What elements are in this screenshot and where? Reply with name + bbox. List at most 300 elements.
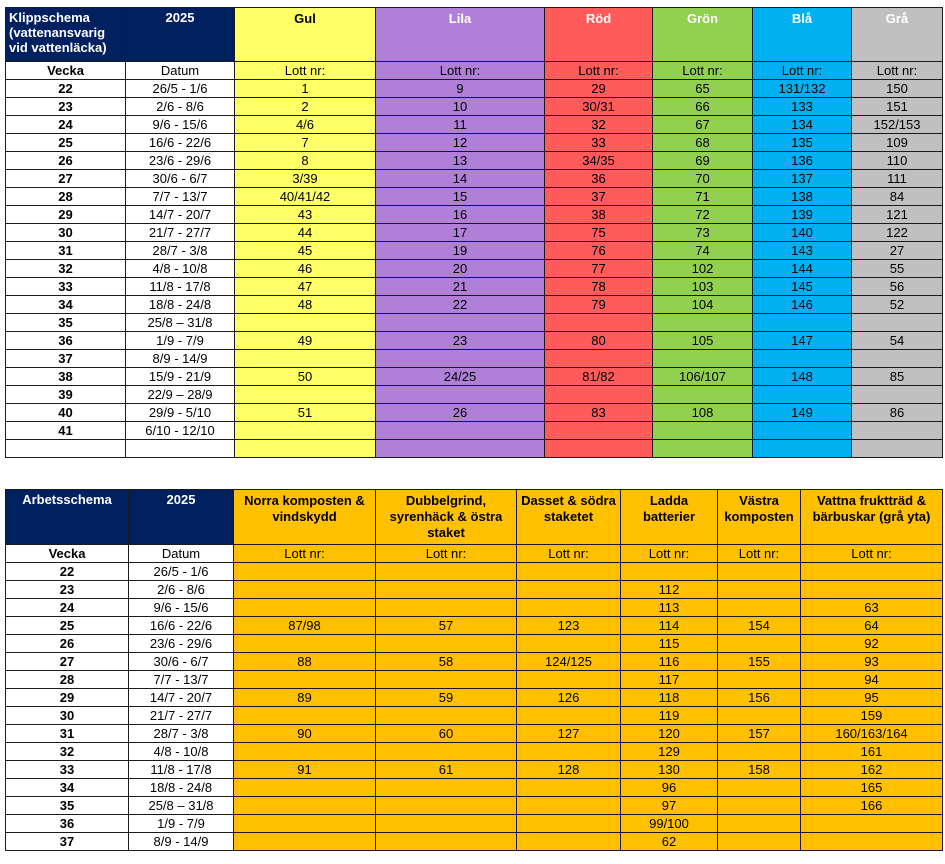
lott-cell-rod: 30/31	[545, 98, 653, 116]
datum-cell: 2/6 - 8/6	[129, 581, 234, 599]
lott-cell-rod	[545, 440, 653, 458]
lott-cell-bla: 134	[753, 116, 852, 134]
lott-cell-vattna-frukttrad: 160/163/164	[801, 725, 943, 743]
lott-cell-gra	[852, 422, 943, 440]
lott-cell-gul: 4/6	[235, 116, 376, 134]
klipp-datum-label: Datum	[126, 62, 235, 80]
lott-cell-dubbelgrind	[376, 581, 517, 599]
datum-cell: 9/6 - 15/6	[129, 599, 234, 617]
arbete-lott-label: Lott nr:	[376, 545, 517, 563]
lott-cell-norra-komposten: 87/98	[234, 617, 376, 635]
lott-cell-dubbelgrind	[376, 635, 517, 653]
datum-cell: 26/5 - 1/6	[129, 563, 234, 581]
vecka-cell: 31	[6, 725, 129, 743]
klipp-table-row	[6, 350, 943, 368]
klipp-table-row	[6, 116, 943, 134]
lott-cell-lila: 9	[376, 80, 545, 98]
lott-cell-gra: 151	[852, 98, 943, 116]
lott-cell-gul	[235, 386, 376, 404]
lott-cell-gron: 108	[653, 404, 753, 422]
lott-cell-rod	[545, 350, 653, 368]
lott-cell-dasset: 124/125	[517, 653, 621, 671]
vecka-cell: 41	[6, 422, 126, 440]
lott-cell-lila: 22	[376, 296, 545, 314]
klipp-table-row	[6, 260, 943, 278]
lott-cell-bla	[753, 422, 852, 440]
lott-cell-gron: 105	[653, 332, 753, 350]
lott-cell-gra	[852, 386, 943, 404]
arbete-table-row	[6, 743, 943, 761]
arbete-table-row	[6, 635, 943, 653]
vecka-cell: 23	[6, 581, 129, 599]
arbete-table-row	[6, 599, 943, 617]
datum-cell: 2/6 - 8/6	[126, 98, 235, 116]
arbete-column-vattna-frukttrad: Vattna fruktträd & bärbuskar (grå yta)	[801, 490, 943, 545]
lott-cell-lila: 11	[376, 116, 545, 134]
lott-cell-lila	[376, 350, 545, 368]
lott-cell-dasset	[517, 743, 621, 761]
datum-cell: 16/6 - 22/6	[129, 617, 234, 635]
lott-cell-gron	[653, 386, 753, 404]
lott-cell-gra: 150	[852, 80, 943, 98]
vecka-cell: 26	[6, 635, 129, 653]
lott-cell-dasset	[517, 581, 621, 599]
lott-cell-dubbelgrind	[376, 833, 517, 851]
lott-cell-bla	[753, 386, 852, 404]
lott-cell-ladda-batterier: 97	[621, 797, 718, 815]
vecka-cell: 32	[6, 260, 126, 278]
lott-cell-bla: 140	[753, 224, 852, 242]
klipp-table-row	[6, 134, 943, 152]
lott-cell-dasset: 123	[517, 617, 621, 635]
klipp-column-bla: Blå	[753, 8, 852, 62]
vecka-cell: 27	[6, 170, 126, 188]
arbete-table-row	[6, 581, 943, 599]
datum-cell: 23/6 - 29/6	[129, 635, 234, 653]
lott-cell-vastra-komposten: 155	[718, 653, 801, 671]
datum-cell: 8/9 - 14/9	[126, 350, 235, 368]
lott-cell-bla: 138	[753, 188, 852, 206]
lott-cell-vastra-komposten: 154	[718, 617, 801, 635]
lott-cell-gron	[653, 350, 753, 368]
lott-cell-gron: 106/107	[653, 368, 753, 386]
lott-cell-vattna-frukttrad: 159	[801, 707, 943, 725]
arbete-column-ladda-batterier: Ladda batterier	[621, 490, 718, 545]
arbete-table-row	[6, 797, 943, 815]
lott-cell-rod: 77	[545, 260, 653, 278]
lott-cell-lila: 24/25	[376, 368, 545, 386]
arbete-lott-label: Lott nr:	[801, 545, 943, 563]
lott-cell-ladda-batterier: 119	[621, 707, 718, 725]
lott-cell-norra-komposten	[234, 815, 376, 833]
arbete-table-row	[6, 563, 943, 581]
lott-cell-vastra-komposten	[718, 797, 801, 815]
lott-cell-gron: 102	[653, 260, 753, 278]
arbete-datum-label: Datum	[129, 545, 234, 563]
vecka-cell: 22	[6, 80, 126, 98]
lott-cell-gron: 66	[653, 98, 753, 116]
lott-cell-gra: 121	[852, 206, 943, 224]
arbete-lott-label: Lott nr:	[517, 545, 621, 563]
arbete-column-norra-komposten: Norra komposten & vindskydd	[234, 490, 376, 545]
arbete-table-row	[6, 671, 943, 689]
datum-cell: 25/8 – 31/8	[129, 797, 234, 815]
arbete-column-dasset: Dasset & södra staketet	[517, 490, 621, 545]
klipp-vecka-label: Vecka	[6, 62, 126, 80]
vecka-cell: 35	[6, 314, 126, 332]
vecka-cell: 29	[6, 689, 129, 707]
arbete-table-row	[6, 707, 943, 725]
lott-cell-gron: 72	[653, 206, 753, 224]
lott-cell-vastra-komposten	[718, 779, 801, 797]
lott-cell-vattna-frukttrad: 93	[801, 653, 943, 671]
lott-cell-gron: 74	[653, 242, 753, 260]
vecka-cell: 32	[6, 743, 129, 761]
lott-cell-rod: 33	[545, 134, 653, 152]
lott-cell-bla: 139	[753, 206, 852, 224]
arbete-table-row	[6, 761, 943, 779]
lott-cell-bla: 147	[753, 332, 852, 350]
lott-cell-dubbelgrind	[376, 563, 517, 581]
lott-cell-ladda-batterier: 116	[621, 653, 718, 671]
lott-cell-dasset: 128	[517, 761, 621, 779]
vecka-cell: 29	[6, 206, 126, 224]
vecka-cell: 36	[6, 332, 126, 350]
lott-cell-ladda-batterier	[621, 563, 718, 581]
lott-cell-norra-komposten	[234, 599, 376, 617]
lott-cell-vastra-komposten	[718, 833, 801, 851]
lott-cell-lila: 26	[376, 404, 545, 422]
lott-cell-vattna-frukttrad	[801, 581, 943, 599]
lott-cell-dasset	[517, 635, 621, 653]
datum-cell: 28/7 - 3/8	[126, 242, 235, 260]
lott-cell-dasset	[517, 707, 621, 725]
lott-cell-rod: 79	[545, 296, 653, 314]
klipp-table-row	[6, 80, 943, 98]
lott-cell-bla: 148	[753, 368, 852, 386]
lott-cell-ladda-batterier: 112	[621, 581, 718, 599]
klipp-table-row	[6, 386, 943, 404]
klipp-column-gra: Grå	[852, 8, 943, 62]
lott-cell-rod: 36	[545, 170, 653, 188]
lott-cell-vastra-komposten	[718, 563, 801, 581]
lott-cell-gron: 71	[653, 188, 753, 206]
klipp-lott-label: Lott nr:	[235, 62, 376, 80]
arbete-subheader-row	[6, 545, 943, 563]
lott-cell-gul: 8	[235, 152, 376, 170]
klipp-header-row	[6, 8, 943, 62]
lott-cell-gron: 70	[653, 170, 753, 188]
lott-cell-vastra-komposten	[718, 815, 801, 833]
lott-cell-dasset	[517, 797, 621, 815]
lott-cell-norra-komposten: 90	[234, 725, 376, 743]
lott-cell-gul: 49	[235, 332, 376, 350]
arbete-lott-label: Lott nr:	[234, 545, 376, 563]
datum-cell: 1/9 - 7/9	[126, 332, 235, 350]
lott-cell-lila	[376, 440, 545, 458]
klipp-table-row	[6, 152, 943, 170]
datum-cell: 4/8 - 10/8	[126, 260, 235, 278]
datum-cell: 28/7 - 3/8	[129, 725, 234, 743]
arbete-table-row	[6, 833, 943, 851]
lott-cell-vastra-komposten	[718, 581, 801, 599]
klipp-lott-label: Lott nr:	[852, 62, 943, 80]
arbete-year: 2025	[129, 490, 234, 545]
arbete-lott-label: Lott nr:	[718, 545, 801, 563]
vecka-cell: 34	[6, 296, 126, 314]
lott-cell-gul: 2	[235, 98, 376, 116]
klipp-table-row	[6, 242, 943, 260]
vecka-cell: 39	[6, 386, 126, 404]
lott-cell-gul	[235, 440, 376, 458]
datum-cell: 21/7 - 27/7	[129, 707, 234, 725]
datum-cell: 23/6 - 29/6	[126, 152, 235, 170]
arbete-column-vastra-komposten: Västra komposten	[718, 490, 801, 545]
arbete-table-row	[6, 815, 943, 833]
lott-cell-gul: 46	[235, 260, 376, 278]
lott-cell-dubbelgrind: 58	[376, 653, 517, 671]
lott-cell-lila: 15	[376, 188, 545, 206]
arbete-table-row	[6, 617, 943, 635]
lott-cell-lila: 12	[376, 134, 545, 152]
lott-cell-vattna-frukttrad: 63	[801, 599, 943, 617]
klipp-table-row	[6, 404, 943, 422]
lott-cell-dubbelgrind	[376, 815, 517, 833]
lott-cell-ladda-batterier: 130	[621, 761, 718, 779]
lott-cell-gra: 84	[852, 188, 943, 206]
vecka-cell: 22	[6, 563, 129, 581]
lott-cell-gra: 111	[852, 170, 943, 188]
vecka-cell: 36	[6, 815, 129, 833]
klipp-table-row	[6, 188, 943, 206]
klipp-lott-label: Lott nr:	[753, 62, 852, 80]
datum-cell: 29/9 - 5/10	[126, 404, 235, 422]
lott-cell-vattna-frukttrad: 94	[801, 671, 943, 689]
lott-cell-lila: 23	[376, 332, 545, 350]
lott-cell-dubbelgrind	[376, 743, 517, 761]
lott-cell-vastra-komposten: 158	[718, 761, 801, 779]
lott-cell-gron	[653, 422, 753, 440]
vecka-cell: 24	[6, 599, 129, 617]
vecka-cell: 25	[6, 134, 126, 152]
lott-cell-gul: 44	[235, 224, 376, 242]
lott-cell-gul: 43	[235, 206, 376, 224]
lott-cell-rod: 37	[545, 188, 653, 206]
lott-cell-ladda-batterier: 99/100	[621, 815, 718, 833]
lott-cell-gra	[852, 314, 943, 332]
lott-cell-gron: 65	[653, 80, 753, 98]
arbete-table-row	[6, 689, 943, 707]
lott-cell-ladda-batterier: 114	[621, 617, 718, 635]
klipp-table-row	[6, 332, 943, 350]
klipp-table-row	[6, 170, 943, 188]
lott-cell-norra-komposten	[234, 635, 376, 653]
lott-cell-vattna-frukttrad: 64	[801, 617, 943, 635]
lott-cell-ladda-batterier: 118	[621, 689, 718, 707]
vecka-cell: 35	[6, 797, 129, 815]
lott-cell-vattna-frukttrad: 166	[801, 797, 943, 815]
klipp-table-row	[6, 314, 943, 332]
lott-cell-gra: 27	[852, 242, 943, 260]
vecka-cell: 31	[6, 242, 126, 260]
lott-cell-vastra-komposten	[718, 599, 801, 617]
lott-cell-rod: 38	[545, 206, 653, 224]
lott-cell-lila: 14	[376, 170, 545, 188]
lott-cell-vattna-frukttrad: 162	[801, 761, 943, 779]
lott-cell-bla: 131/132	[753, 80, 852, 98]
lott-cell-lila	[376, 386, 545, 404]
lott-cell-gra: 55	[852, 260, 943, 278]
lott-cell-dubbelgrind	[376, 779, 517, 797]
datum-cell: 16/6 - 22/6	[126, 134, 235, 152]
datum-cell: 18/8 - 24/8	[126, 296, 235, 314]
lott-cell-gul	[235, 422, 376, 440]
lott-cell-vattna-frukttrad	[801, 563, 943, 581]
lott-cell-gra: 122	[852, 224, 943, 242]
lott-cell-norra-komposten	[234, 743, 376, 761]
lott-cell-ladda-batterier: 62	[621, 833, 718, 851]
lott-cell-vastra-komposten: 156	[718, 689, 801, 707]
lott-cell-vattna-frukttrad: 95	[801, 689, 943, 707]
datum-cell	[126, 440, 235, 458]
datum-cell: 9/6 - 15/6	[126, 116, 235, 134]
lott-cell-gra: 110	[852, 152, 943, 170]
klipp-table-row	[6, 98, 943, 116]
lott-cell-ladda-batterier: 96	[621, 779, 718, 797]
lott-cell-norra-komposten	[234, 563, 376, 581]
lott-cell-gron	[653, 314, 753, 332]
lott-cell-bla	[753, 440, 852, 458]
lott-cell-rod: 29	[545, 80, 653, 98]
klipp-table-row	[6, 224, 943, 242]
lott-cell-gra: 86	[852, 404, 943, 422]
lott-cell-gron: 69	[653, 152, 753, 170]
datum-cell: 25/8 – 31/8	[126, 314, 235, 332]
lott-cell-bla	[753, 350, 852, 368]
datum-cell: 4/8 - 10/8	[129, 743, 234, 761]
arbete-table-row	[6, 779, 943, 797]
vecka-cell: 30	[6, 707, 129, 725]
lott-cell-norra-komposten	[234, 671, 376, 689]
lott-cell-gra: 54	[852, 332, 943, 350]
lott-cell-vattna-frukttrad: 165	[801, 779, 943, 797]
lott-cell-lila: 21	[376, 278, 545, 296]
arbete-title: Arbetsschema	[6, 490, 129, 545]
lott-cell-gul: 40/41/42	[235, 188, 376, 206]
datum-cell: 21/7 - 27/7	[126, 224, 235, 242]
vecka-cell: 28	[6, 188, 126, 206]
lott-cell-norra-komposten	[234, 797, 376, 815]
lott-cell-bla: 149	[753, 404, 852, 422]
lott-cell-dasset	[517, 671, 621, 689]
klipp-column-lila: Lila	[376, 8, 545, 62]
lott-cell-rod: 76	[545, 242, 653, 260]
lott-cell-vattna-frukttrad: 92	[801, 635, 943, 653]
lott-cell-dubbelgrind: 59	[376, 689, 517, 707]
lott-cell-gron: 67	[653, 116, 753, 134]
lott-cell-vattna-frukttrad: 161	[801, 743, 943, 761]
lott-cell-rod	[545, 386, 653, 404]
lott-cell-lila: 17	[376, 224, 545, 242]
lott-cell-dubbelgrind	[376, 797, 517, 815]
lott-cell-vastra-komposten: 157	[718, 725, 801, 743]
datum-cell: 7/7 - 13/7	[129, 671, 234, 689]
lott-cell-gra: 109	[852, 134, 943, 152]
lott-cell-rod: 81/82	[545, 368, 653, 386]
klipp-table-row	[6, 368, 943, 386]
lott-cell-norra-komposten: 88	[234, 653, 376, 671]
lott-cell-lila: 16	[376, 206, 545, 224]
lott-cell-gul: 50	[235, 368, 376, 386]
lott-cell-norra-komposten: 91	[234, 761, 376, 779]
vecka-cell: 38	[6, 368, 126, 386]
klipp-column-rod: Röd	[545, 8, 653, 62]
lott-cell-gra: 152/153	[852, 116, 943, 134]
lott-cell-norra-komposten	[234, 707, 376, 725]
vecka-cell: 23	[6, 98, 126, 116]
lott-cell-bla	[753, 314, 852, 332]
arbetsschema-table	[5, 489, 943, 851]
lott-cell-dasset	[517, 833, 621, 851]
lott-cell-gra	[852, 350, 943, 368]
lott-cell-gul: 7	[235, 134, 376, 152]
vecka-cell: 33	[6, 278, 126, 296]
arbete-vecka-label: Vecka	[6, 545, 129, 563]
lott-cell-rod: 83	[545, 404, 653, 422]
klipp-subheader-row	[6, 62, 943, 80]
lott-cell-ladda-batterier: 120	[621, 725, 718, 743]
lott-cell-dasset	[517, 563, 621, 581]
vecka-cell: 34	[6, 779, 129, 797]
lott-cell-gul: 45	[235, 242, 376, 260]
lott-cell-rod: 32	[545, 116, 653, 134]
lott-cell-vastra-komposten	[718, 743, 801, 761]
lott-cell-lila: 20	[376, 260, 545, 278]
lott-cell-dubbelgrind: 61	[376, 761, 517, 779]
lott-cell-dasset	[517, 815, 621, 833]
datum-cell: 15/9 - 21/9	[126, 368, 235, 386]
lott-cell-rod: 34/35	[545, 152, 653, 170]
klipp-table-row	[6, 206, 943, 224]
lott-cell-norra-komposten	[234, 779, 376, 797]
vecka-cell: 27	[6, 653, 129, 671]
vecka-cell: 26	[6, 152, 126, 170]
datum-cell: 11/8 - 17/8	[129, 761, 234, 779]
vecka-cell	[6, 440, 126, 458]
klipp-title: Klippschema (vattenansvarig vid vattenläcka)	[6, 8, 126, 62]
lott-cell-norra-komposten	[234, 581, 376, 599]
lott-cell-gron: 68	[653, 134, 753, 152]
arbete-column-dubbelgrind: Dubbelgrind, syrenhäck & östra staket	[376, 490, 517, 545]
lott-cell-bla: 133	[753, 98, 852, 116]
lott-cell-gron: 104	[653, 296, 753, 314]
vecka-cell: 40	[6, 404, 126, 422]
vecka-cell: 33	[6, 761, 129, 779]
vecka-cell: 25	[6, 617, 129, 635]
lott-cell-ladda-batterier: 115	[621, 635, 718, 653]
lott-cell-dasset	[517, 779, 621, 797]
lott-cell-dubbelgrind	[376, 671, 517, 689]
lott-cell-lila	[376, 314, 545, 332]
lott-cell-lila: 13	[376, 152, 545, 170]
lott-cell-dasset: 126	[517, 689, 621, 707]
lott-cell-vattna-frukttrad	[801, 833, 943, 851]
vecka-cell: 37	[6, 350, 126, 368]
arbete-lott-label: Lott nr:	[621, 545, 718, 563]
datum-cell: 30/6 - 6/7	[126, 170, 235, 188]
lott-cell-gra: 56	[852, 278, 943, 296]
lott-cell-ladda-batterier: 113	[621, 599, 718, 617]
